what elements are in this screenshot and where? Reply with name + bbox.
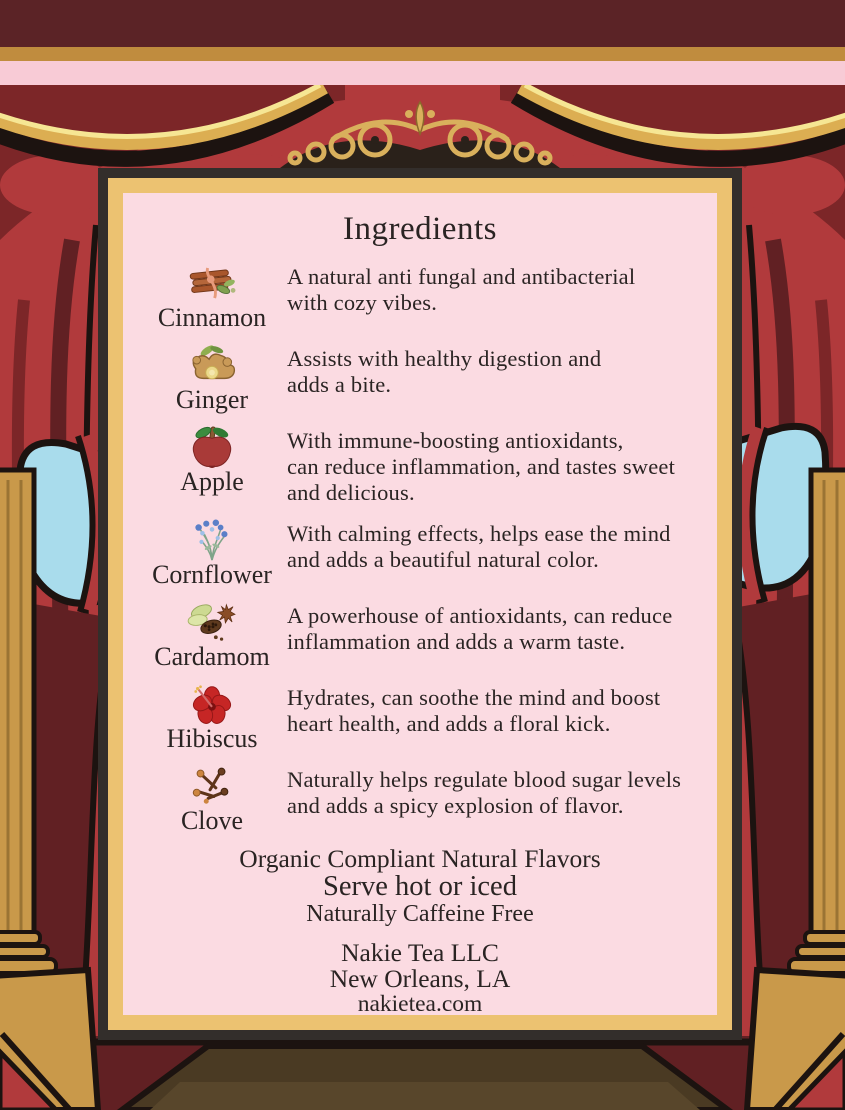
cinnamon-icon <box>184 260 240 304</box>
hibiscus-icon <box>184 681 240 725</box>
ingredient-row-cornflower <box>137 517 703 588</box>
top-band-gold <box>0 47 845 61</box>
ingredient-description: Hydrates, can soothe the mind and boost heart health, and adds a floral kick. <box>287 685 661 736</box>
ginger-icon <box>184 342 240 386</box>
ingredient-name: Hibiscus <box>166 724 258 753</box>
top-band-maroon <box>0 0 845 47</box>
ingredient-description: A powerhouse of antioxidants, can reduce inflammation and adds a warm taste. <box>287 603 673 654</box>
panel-gold-frame <box>108 178 732 1030</box>
company-website: nakietea.com <box>357 991 483 1015</box>
crest-ornament <box>268 100 572 170</box>
top-band-pink <box>0 61 845 85</box>
ingredient-description: Naturally helps regulate blood sugar levels and adds a spicy explosion of flavor. <box>287 767 682 818</box>
note-serve: Serve hot or iced <box>323 871 517 902</box>
ingredient-row-clove <box>137 763 703 834</box>
panel-content <box>123 193 717 1015</box>
ingredient-row-cinnamon <box>137 260 703 331</box>
ingredients-panel <box>98 168 742 1040</box>
note-caffeine-free: Naturally Caffeine Free <box>306 901 534 927</box>
ingredient-name: Cinnamon <box>157 303 267 332</box>
cardamom-icon <box>184 599 240 643</box>
ingredient-name: Cardamom <box>154 642 270 671</box>
product-notes <box>137 846 703 927</box>
ingredient-name: Cornflower <box>152 560 272 589</box>
company-name: Nakie Tea LLC <box>341 938 499 967</box>
clove-icon <box>184 763 240 807</box>
ingredient-row-apple <box>137 424 703 506</box>
panel-title: Ingredients <box>343 211 497 247</box>
ingredient-description: A natural anti fungal and antibacterial with cozy vibes. <box>287 264 636 315</box>
company-info <box>137 940 703 1015</box>
ingredient-list <box>137 260 703 834</box>
ingredient-description: With immune-boosting antioxidants, can reduce inflammation, and tastes sweet and delicious. <box>287 428 676 505</box>
apple-icon <box>184 424 240 468</box>
ingredient-row-hibiscus <box>137 681 703 752</box>
company-location: New Orleans, LA <box>329 964 511 993</box>
ingredient-name: Apple <box>180 467 244 496</box>
ingredient-name: Clove <box>180 806 244 835</box>
ingredient-row-ginger <box>137 342 703 413</box>
ingredient-row-cardamom <box>137 599 703 670</box>
ingredient-name: Ginger <box>175 385 249 414</box>
ingredient-description: Assists with healthy digestion and adds a bite. <box>287 346 602 397</box>
cornflower-icon <box>184 517 240 561</box>
note-natural-flavors: Organic Compliant Natural Flavors <box>239 844 601 873</box>
ingredient-description: With calming effects, helps ease the mind and adds a beautiful natural color. <box>287 521 671 572</box>
